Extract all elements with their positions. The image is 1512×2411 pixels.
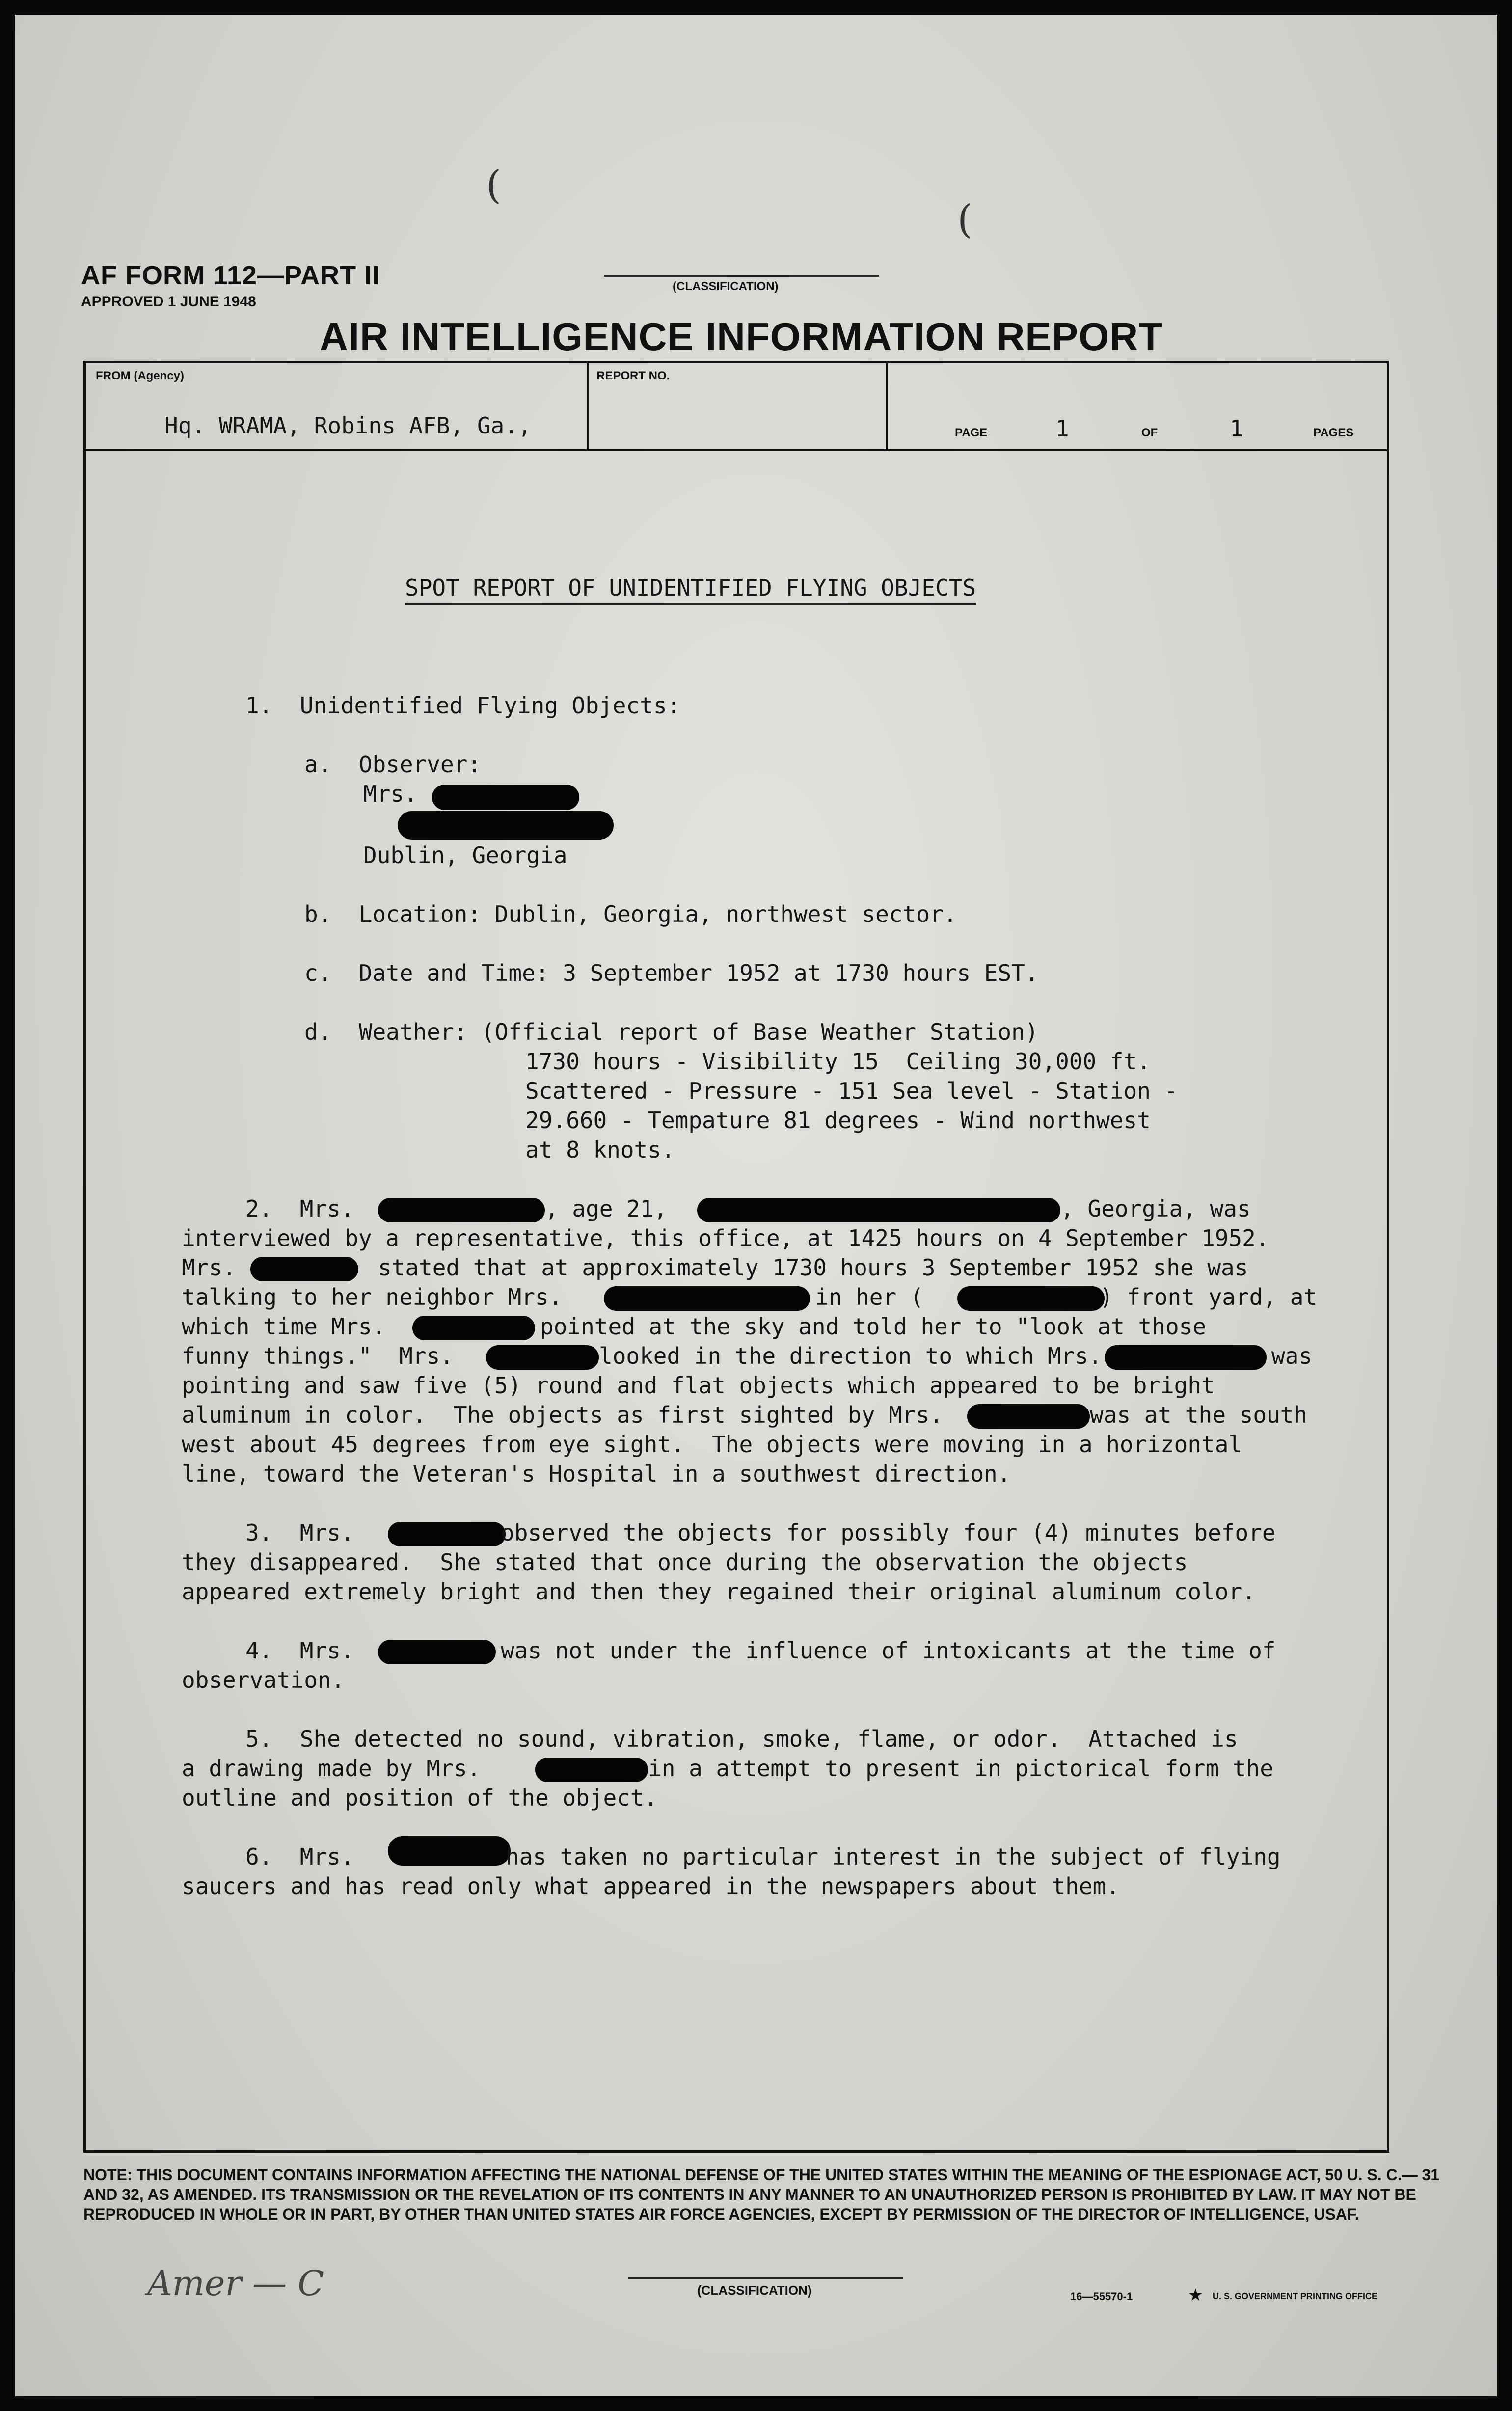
redaction [388,1522,506,1546]
p4-line-1a: 4. Mrs. [245,1637,354,1664]
p2-line-1a: 2. Mrs. [245,1195,354,1222]
p3-line-3: appeared extremely bright and then they regained their original aluminum color. [182,1578,1256,1605]
weather-line-5: at 8 knots. [525,1137,675,1163]
p2-line-5b: pointed at the sky and told her to "look at those [540,1313,1207,1340]
form-number: AF FORM 112—PART II [81,261,380,290]
p2-line-8a: aluminum in color. The objects as first sighted by Mrs. [182,1402,943,1428]
redaction [535,1758,648,1782]
p2-line-2: interviewed by a representative, this office, at 1425 hours on 4 September 1952. [182,1225,1269,1251]
p5-line-2b: in a attempt to present in pictorical form the [648,1755,1273,1782]
printer-name: U. S. GOVERNMENT PRINTING OFFICE [1213,2291,1378,2301]
weather-line-1: d. Weather: (Official report of Base Weather Station) [304,1019,1039,1045]
p2-line-6b: looked in the direction to which Mrs. [599,1343,1102,1369]
punch-mark: ( [957,196,973,242]
p2-line-4a: talking to her neighbor Mrs. [182,1284,563,1310]
p4-line-1b: was not under the influence of intoxicants at the time of [501,1637,1276,1664]
redaction [486,1345,599,1370]
p2-line-10: line, toward the Veteran's Hospital in a southwest direction. [182,1461,1011,1487]
observer-city: Dublin, Georgia [363,842,567,868]
weather-line-2: 1730 hours - Visibility 15 Ceiling 30,000 ft. [525,1048,1151,1075]
p2-line-1c: , Georgia, was [1060,1195,1251,1222]
p6-line-2: saucers and has read only what appeared in the newspapers about them. [182,1873,1120,1899]
document-page [15,15,1497,2396]
classification-label-top: (CLASSIFICATION) [673,280,779,293]
observer-label: a. Observer: [304,751,482,778]
redaction [250,1257,358,1281]
p2-line-6a: funny things." Mrs. [182,1343,454,1369]
p2-line-4c: ) front yard, at [1100,1284,1318,1310]
redaction [432,785,579,810]
punch-mark: ( [486,162,502,208]
p5-line-2a: a drawing made by Mrs. [182,1755,481,1782]
redaction [697,1198,1060,1222]
p2-line-3a: Mrs. [182,1254,236,1281]
redaction [1105,1345,1267,1370]
espionage-notice: NOTE: THIS DOCUMENT CONTAINS INFORMATION AFFECTING THE NATIONAL DEFENSE OF THE UNITED STATES WITHIN THE MEANING OF THE ESPIONAGE ACT, 50 U. S. C.— 31 AND 32, AS AMENDED. ITS TRANSMISSION OR THE REVELATION OF ITS CONTENTS IN ANY MANNER TO AN UNAUTHORIZED PERSON IS PROHIBITED BY LAW. IT MAY NOT BE REPRODUCED IN WHOLE OR IN PART, BY OTHER THAN UNITED STATES AIR FORCE AGENCIES, EXCEPT BY PERMISSION OF THE DIRECTOR OF INTELLIGENCE, USAF. [83,2166,1440,2223]
location-line: b. Location: Dublin, Georgia, northwest sector. [304,901,957,927]
redaction [398,811,614,840]
p2-line-4b: in her ( [815,1284,924,1310]
pages-label: PAGES [1313,426,1354,439]
from-label: FROM (Agency) [96,369,184,382]
weather-line-4: 29.660 - Tempature 81 degrees - Wind northwest [525,1107,1151,1134]
classification-label-bottom: (CLASSIFICATION) [697,2283,812,2298]
weather-line-3: Scattered - Pressure - 151 Sea level - Station - [525,1078,1178,1104]
page-value: 1 [1055,415,1069,442]
p2-line-5a: which time Mrs. [182,1313,386,1340]
form-approved-date: APPROVED 1 JUNE 1948 [81,294,256,310]
p4-line-2: observation. [182,1667,345,1693]
page-label: PAGE [955,426,988,439]
date-time-line: c. Date and Time: 3 September 1952 at 1730 hours EST. [304,960,1039,986]
p3-line-2: they disappeared. She stated that once during the observation the objects [182,1549,1188,1575]
header-row [86,363,1387,451]
handwritten-signature: Amer — C [147,2263,324,2303]
observer-name-prefix: Mrs. [363,781,418,807]
redaction [957,1286,1105,1311]
classification-line [628,2277,903,2279]
from-value: Hq. WRAMA, Robins AFB, Ga., [164,412,532,439]
p2-line-6c: was [1271,1343,1313,1369]
redaction [967,1404,1090,1429]
header-divider [886,363,888,449]
report-title: AIR INTELLIGENCE INFORMATION REPORT [320,315,1163,358]
p5-line-3: outline and position of the object. [182,1785,658,1811]
p6-line-1b: has taken no particular interest in the subject of flying [506,1843,1281,1870]
p3-line-1b: observed the objects for possibly four (4) minutes before [501,1519,1276,1546]
redaction [378,1640,496,1664]
redaction [412,1316,535,1340]
redaction [378,1198,545,1222]
p2-line-3b: stated that at approximately 1730 hours 3 September 1952 she was [378,1254,1248,1281]
p2-line-7: pointing and saw five (5) round and flat objects which appeared to be bright [182,1372,1215,1399]
print-code: 16—55570-1 [1070,2290,1133,2303]
report-heading: SPOT REPORT OF UNIDENTIFIED FLYING OBJECTS [405,574,976,605]
classification-line [604,275,879,277]
of-value: 1 [1230,415,1243,442]
redaction [604,1286,810,1311]
star-icon: ★ [1188,2286,1203,2304]
p3-line-1a: 3. Mrs. [245,1519,354,1546]
report-no-label: REPORT NO. [596,369,670,382]
p6-line-1a: 6. Mrs. [245,1843,354,1870]
p2-line-9: west about 45 degrees from eye sight. The objects were moving in a horizontal [182,1431,1242,1458]
of-label: OF [1141,426,1158,439]
redaction [388,1836,511,1866]
p5-line-1: 5. She detected no sound, vibration, smoke, flame, or odor. Attached is [245,1726,1238,1752]
header-divider [587,363,589,449]
item-1: 1. Unidentified Flying Objects: [245,692,681,719]
p2-line-1b: , age 21, [545,1195,668,1222]
p2-line-8b: was at the south [1090,1402,1308,1428]
